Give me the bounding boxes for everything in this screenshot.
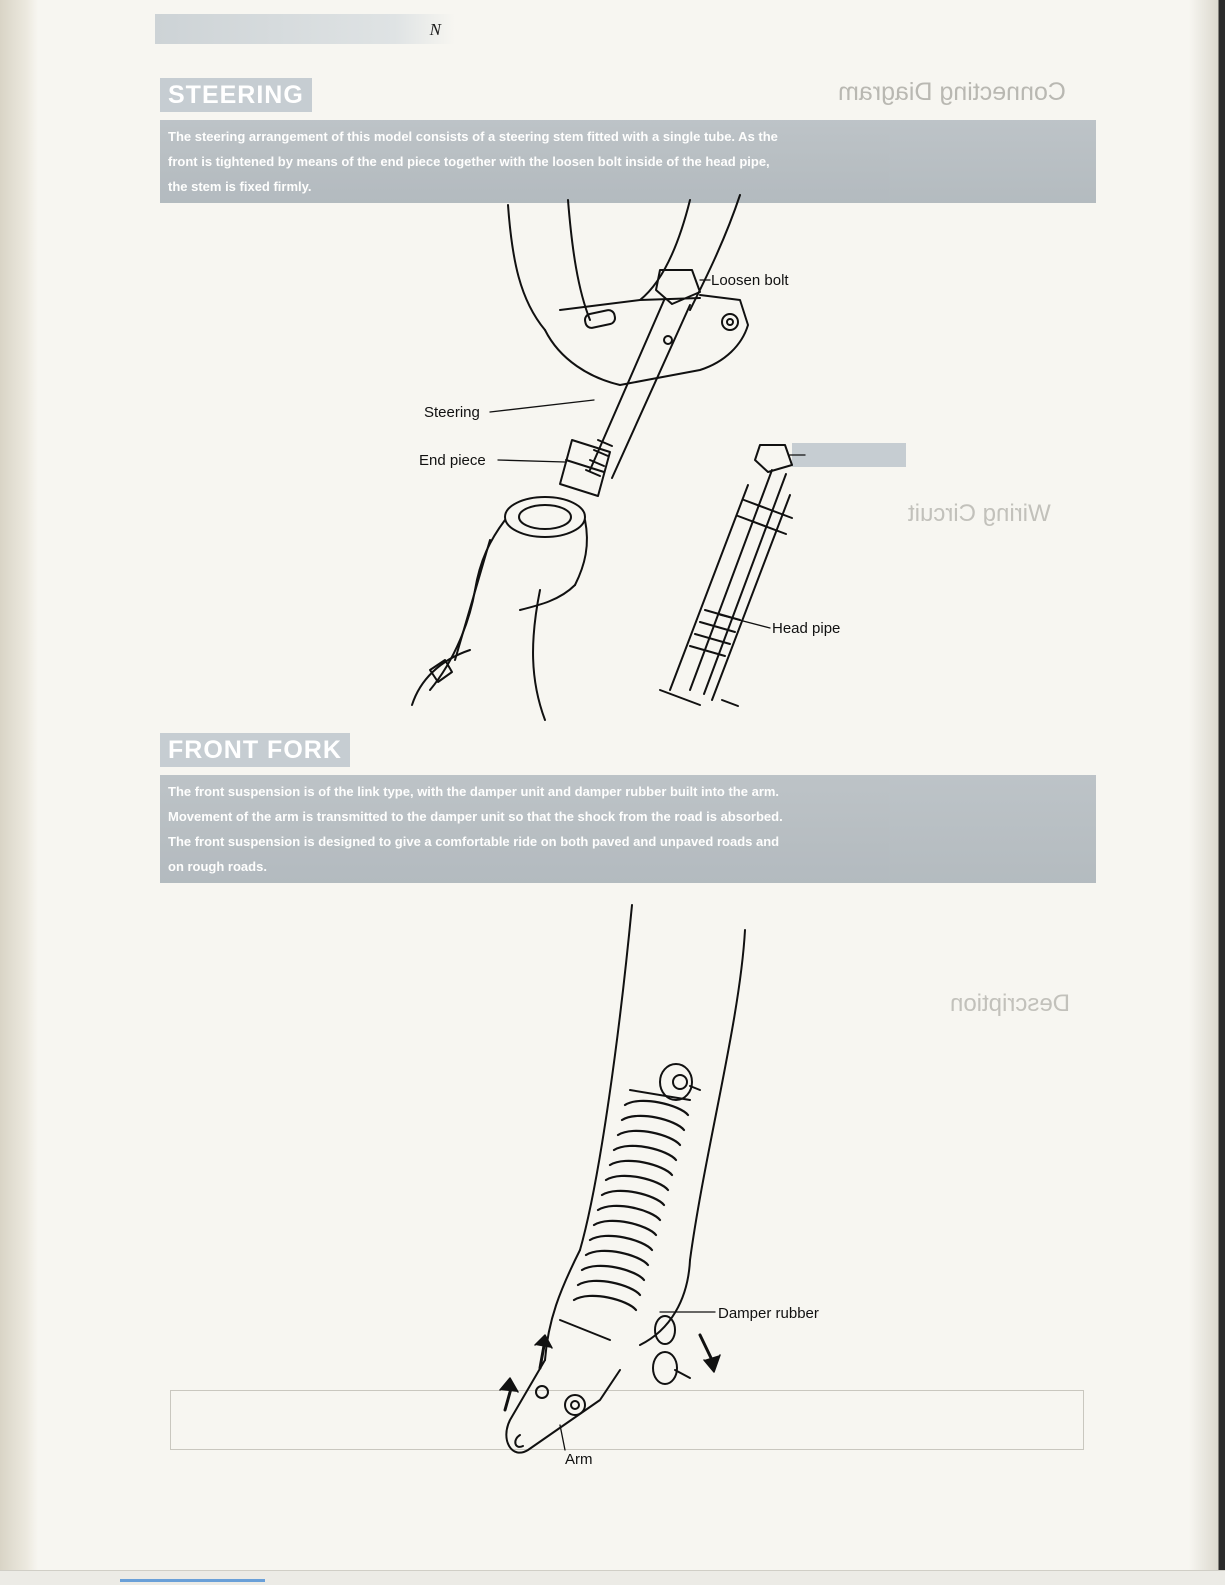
front-fork-figure <box>500 905 745 1453</box>
callout-head-pipe: Head pipe <box>772 620 841 637</box>
front-fork-line-1: The front suspension is of the link type, with the damper unit and damper rubber built into the arm. <box>168 784 780 799</box>
front-fork-line-4: on rough roads. <box>168 859 267 874</box>
front-fork-line-3: The front suspension is designed to give a comfortable ride on both paved and unpaved roads and <box>168 834 780 849</box>
ghost-heading-wiring: Wiring Circuit <box>908 500 1051 527</box>
front-fork-line-2: Movement of the arm is transmitted to the damper unit so that the shock from the road is absorbed. <box>168 809 783 824</box>
steering-title: STEERING <box>160 78 312 112</box>
callout-arm: Arm <box>565 1451 593 1468</box>
steering-line-1: The steering arrangement of this model consists of a steering stem fitted with a single tube. As the <box>168 129 778 144</box>
ghost-heading-description: Description <box>950 990 1071 1017</box>
bottom-scan-strip <box>0 1570 1225 1585</box>
front-fork-title: FRONT FORK <box>160 733 350 767</box>
callout-damper-rubber: Damper rubber <box>718 1305 819 1322</box>
steering-line-3: the stem is fixed firmly. <box>168 179 312 194</box>
callout-loosen-bolt: Loosen bolt <box>711 272 789 289</box>
ghost-heading-connecting: Connecting Diagram <box>838 78 1066 106</box>
callout-steering: Steering <box>424 404 480 421</box>
steering-line-2: front is tightened by means of the end piece together with the loosen bolt inside of the head pipe, <box>168 154 770 169</box>
page-code: N <box>429 20 441 39</box>
callout-end-piece: End piece <box>419 452 486 469</box>
